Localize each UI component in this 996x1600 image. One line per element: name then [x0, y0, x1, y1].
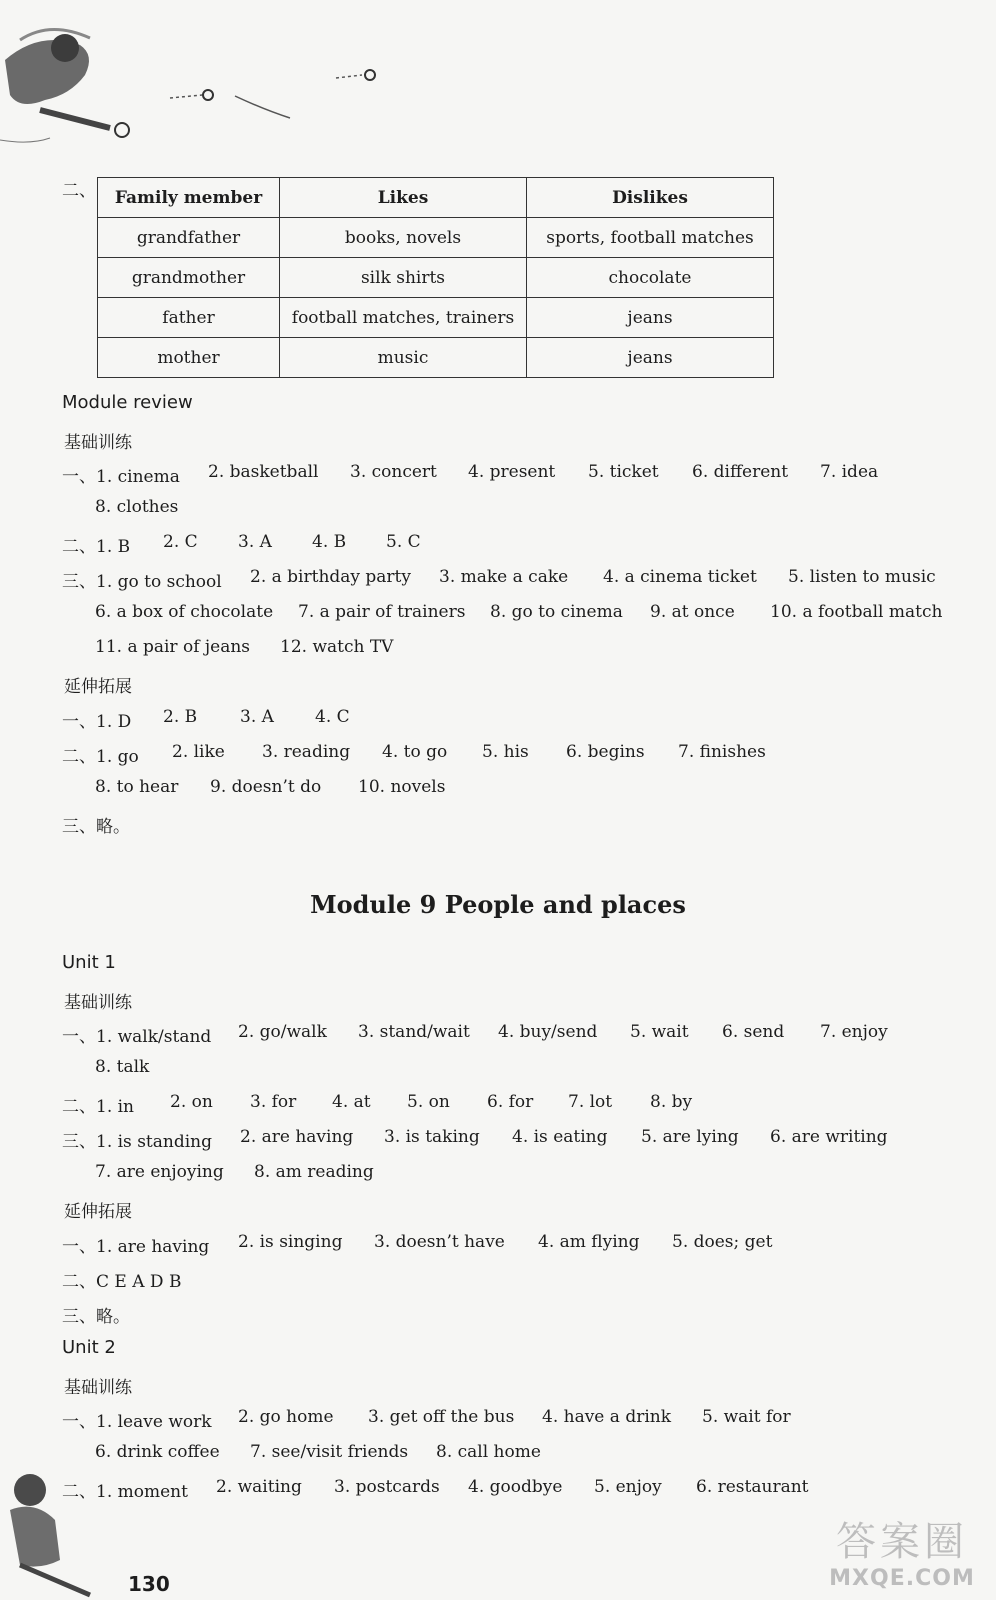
answer-item: 三、略。: [62, 817, 130, 837]
answer-item: 10. a football match: [770, 602, 943, 622]
cell-likes: football matches, trainers: [280, 298, 527, 338]
table-row: [98, 338, 774, 378]
answer-item: 2. basketball: [208, 462, 319, 482]
answer-item: 6. are writing: [770, 1127, 888, 1147]
answer-item: 7. see/visit friends: [250, 1442, 409, 1462]
answer-item: 2. B: [163, 707, 198, 727]
answer-item: 6. restaurant: [696, 1477, 809, 1497]
unit2-heading: Unit 2: [62, 1337, 116, 1358]
answer-item: 一、1. leave work: [62, 1412, 212, 1432]
answer-item: 6. send: [722, 1022, 785, 1042]
answer-item: 5. on: [407, 1092, 450, 1112]
page-number: 130: [128, 1572, 170, 1596]
cell-likes: music: [280, 338, 527, 378]
watermark-logo: [818, 1518, 986, 1596]
cell-member: mother: [98, 338, 280, 378]
cell-member: father: [98, 298, 280, 338]
extension-heading: 延伸拓展: [64, 677, 132, 697]
answer-item: 5. are lying: [641, 1127, 739, 1147]
answer-item: 4. B: [312, 532, 347, 552]
answer-item: 4. is eating: [512, 1127, 608, 1147]
cell-dislikes: jeans: [527, 298, 774, 338]
answer-item: 2. on: [170, 1092, 213, 1112]
answer-item: 3. A: [238, 532, 272, 552]
answer-item: 4. am flying: [538, 1232, 640, 1252]
cell-dislikes: sports, football matches: [527, 218, 774, 258]
answer-item: 9. doesn’t do: [210, 777, 322, 797]
answer-item: 4. goodbye: [468, 1477, 563, 1497]
answer-item: 5. wait: [630, 1022, 689, 1042]
basic-training-heading: 基础训练: [64, 993, 132, 1013]
answer-item: 5. listen to music: [788, 567, 936, 587]
answer-item: 7. finishes: [678, 742, 766, 762]
answer-item: 4. buy/send: [498, 1022, 598, 1042]
header-likes: Likes: [280, 178, 527, 218]
answer-item: 4. present: [468, 462, 556, 482]
answer-item: 6. different: [692, 462, 789, 482]
unit1-heading: Unit 1: [62, 952, 116, 973]
basic-training-heading: 基础训练: [64, 433, 132, 453]
table-row: [98, 218, 774, 258]
answer-item: 5. C: [386, 532, 421, 552]
answer-item: 8. go to cinema: [490, 602, 623, 622]
answer-item: 2. C: [163, 532, 198, 552]
answer-item: 3. get off the bus: [368, 1407, 515, 1427]
cell-likes: silk shirts: [280, 258, 527, 298]
answer-item: 4. have a drink: [542, 1407, 672, 1427]
answer-item: 2. waiting: [216, 1477, 302, 1497]
cell-dislikes: chocolate: [527, 258, 774, 298]
answer-item: 6. drink coffee: [95, 1442, 220, 1462]
answer-item: 3. concert: [350, 462, 437, 482]
cell-dislikes: jeans: [527, 338, 774, 378]
answer-item: 6. begins: [566, 742, 645, 762]
module-review-heading: Module review: [62, 392, 193, 413]
answer-item: 12. watch TV: [280, 637, 394, 657]
answer-item: 5. ticket: [588, 462, 659, 482]
answer-item: 8. by: [650, 1092, 693, 1112]
cell-likes: books, novels: [280, 218, 527, 258]
answer-item: 三、1. go to school: [62, 572, 222, 592]
section-marker: 二、: [62, 181, 96, 201]
answer-item: 7. lot: [568, 1092, 613, 1112]
answer-item: 6. a box of chocolate: [95, 602, 274, 622]
answer-item: 3. stand/wait: [358, 1022, 470, 1042]
answer-item: 二、1. B: [62, 537, 131, 557]
table-row: [98, 258, 774, 298]
answer-item: 3. for: [250, 1092, 297, 1112]
answer-item: 7. are enjoying: [95, 1162, 224, 1182]
answer-item: 7. enjoy: [820, 1022, 888, 1042]
answer-item: 三、1. is standing: [62, 1132, 212, 1152]
cell-member: grandmother: [98, 258, 280, 298]
answer-item: 3. postcards: [334, 1477, 440, 1497]
answer-item: 8. clothes: [95, 497, 179, 517]
answer-item: 2. are having: [240, 1127, 354, 1147]
header-family-member: Family member: [98, 178, 280, 218]
answer-item: 二、C E A D B: [62, 1272, 182, 1292]
answer-item: 8. talk: [95, 1057, 150, 1077]
answer-item: 2. go/walk: [238, 1022, 327, 1042]
answer-item: 一、1. are having: [62, 1237, 210, 1257]
answer-item: 5. does; get: [672, 1232, 773, 1252]
answer-item: 二、1. in: [62, 1097, 135, 1117]
cell-member: grandfather: [98, 218, 280, 258]
answer-item: 3. is taking: [384, 1127, 480, 1147]
answer-item: 3. make a cake: [439, 567, 569, 587]
answer-item: 8. am reading: [254, 1162, 374, 1182]
answer-item: 4. C: [315, 707, 350, 727]
answer-item: 4. a cinema ticket: [603, 567, 757, 587]
answer-item: 10. novels: [358, 777, 446, 797]
basic-training-heading: 基础训练: [64, 1378, 132, 1398]
answer-item: 11. a pair of jeans: [95, 637, 251, 657]
answer-item: 4. at: [332, 1092, 371, 1112]
answer-item: 3. reading: [262, 742, 351, 762]
answer-item: 7. idea: [820, 462, 879, 482]
hockey-player-illustration: [0, 0, 420, 160]
answer-item: 6. for: [487, 1092, 534, 1112]
answer-item: 二、1. moment: [62, 1482, 188, 1502]
answer-item: 2. is singing: [238, 1232, 343, 1252]
header-dislikes: Dislikes: [527, 178, 774, 218]
answer-item: 二、1. go: [62, 747, 139, 767]
answer-item: 5. enjoy: [594, 1477, 662, 1497]
answer-item: 2. go home: [238, 1407, 334, 1427]
answer-item: 5. wait for: [702, 1407, 791, 1427]
answer-item: 2. like: [172, 742, 225, 762]
answer-item: 8. call home: [436, 1442, 541, 1462]
family-likes-table: [97, 177, 774, 378]
watermark-url: MXQE.COM: [829, 1566, 975, 1591]
answer-item: 5. his: [482, 742, 529, 762]
module-title: Module 9 People and places: [310, 890, 686, 919]
answer-item: 9. at once: [650, 602, 735, 622]
answer-item: 一、1. cinema: [62, 467, 180, 487]
answer-item: 4. to go: [382, 742, 448, 762]
answer-item: 3. A: [240, 707, 274, 727]
answer-item: 3. doesn’t have: [374, 1232, 505, 1252]
answer-item: 一、1. D: [62, 712, 132, 732]
answer-item: 8. to hear: [95, 777, 179, 797]
answer-item: 三、略。: [62, 1307, 130, 1327]
watermark-logo-text: 答案圈: [836, 1519, 968, 1565]
table-row: [98, 298, 774, 338]
extension-heading: 延伸拓展: [64, 1202, 132, 1222]
answer-item: 2. a birthday party: [250, 567, 411, 587]
table-header-row: [98, 178, 774, 218]
answer-item: 7. a pair of trainers: [298, 602, 466, 622]
answer-item: 一、1. walk/stand: [62, 1027, 212, 1047]
